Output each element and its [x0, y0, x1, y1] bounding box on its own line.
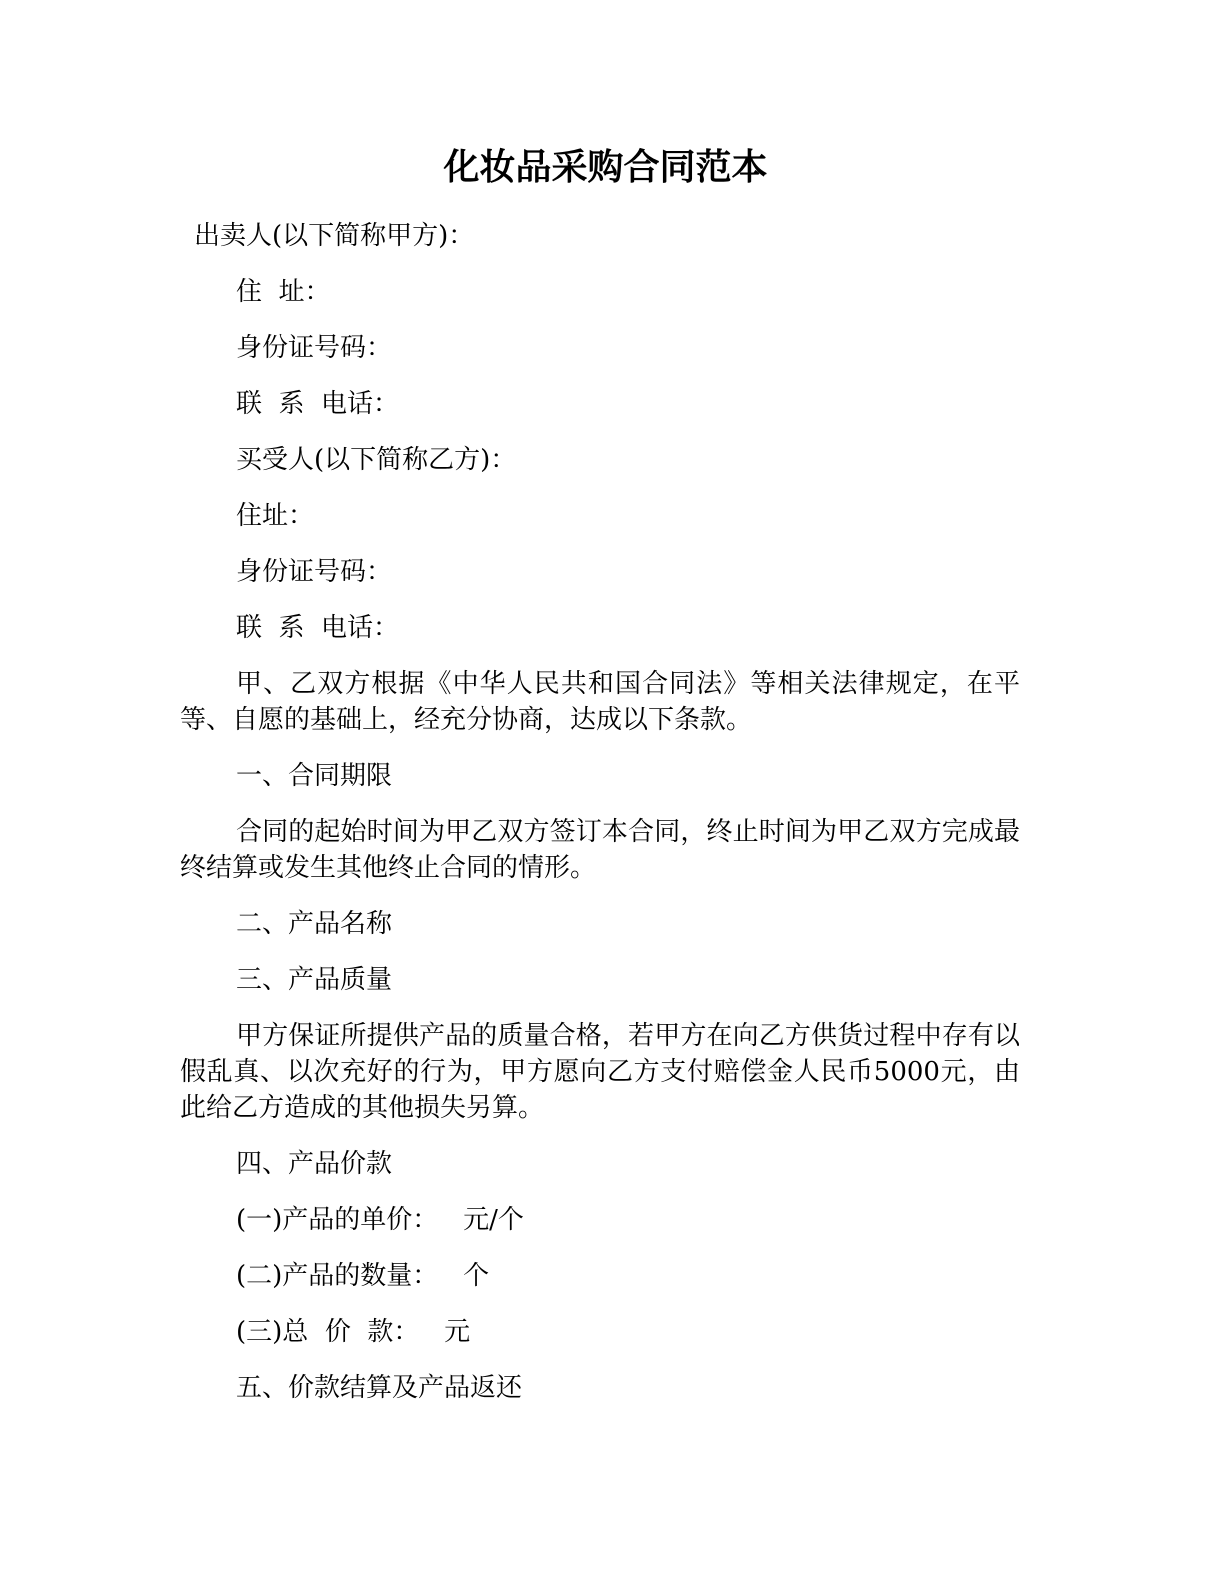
buyer-phone-label: 联 系 电话： [236, 613, 400, 643]
section-4-heading: 四、产品价款 [236, 1149, 393, 1179]
section-2-heading: 二、产品名称 [236, 909, 393, 939]
section-3-body: 甲方保证所提供产品的质量合格，若甲方在向乙方供货过程中存有以假乱真、以次充好的行为，甲方愿向乙方支付赔偿金人民币5000元，由此给乙方造成的其他损失另算。 [180, 1021, 1020, 1123]
seller-id-label: 身份证号码： [236, 333, 393, 363]
section-4-item-quantity: (二)产品的数量： 个 [236, 1261, 490, 1291]
seller-address-label: 住 址： [236, 277, 331, 307]
section-1-body: 合同的起始时间为甲乙双方签订本合同，终止时间为甲乙双方完成最终结算或发生其他终止合同的情形。 [180, 817, 1020, 883]
seller-header: 出卖人(以下简称甲方)： [194, 221, 475, 251]
buyer-id-label: 身份证号码： [236, 557, 393, 587]
document-title: 化妆品采购合同范本 [443, 147, 768, 188]
buyer-address-label: 住址： [236, 501, 315, 531]
section-4-item-total: (三)总 价 款： 元 [236, 1317, 471, 1347]
section-4-item-unit-price: (一)产品的单价： 元/个 [236, 1205, 524, 1235]
preamble-paragraph: 甲、乙双方根据《中华人民共和国合同法》等相关法律规定，在平等、自愿的基础上，经充分协商，达成以下条款。 [180, 669, 1020, 735]
buyer-header: 买受人(以下简称乙方)： [236, 445, 517, 475]
section-5-heading: 五、价款结算及产品返还 [236, 1373, 523, 1403]
section-3-heading: 三、产品质量 [236, 965, 393, 995]
section-1-heading: 一、合同期限 [236, 761, 393, 791]
seller-phone-label: 联 系 电话： [236, 389, 400, 419]
